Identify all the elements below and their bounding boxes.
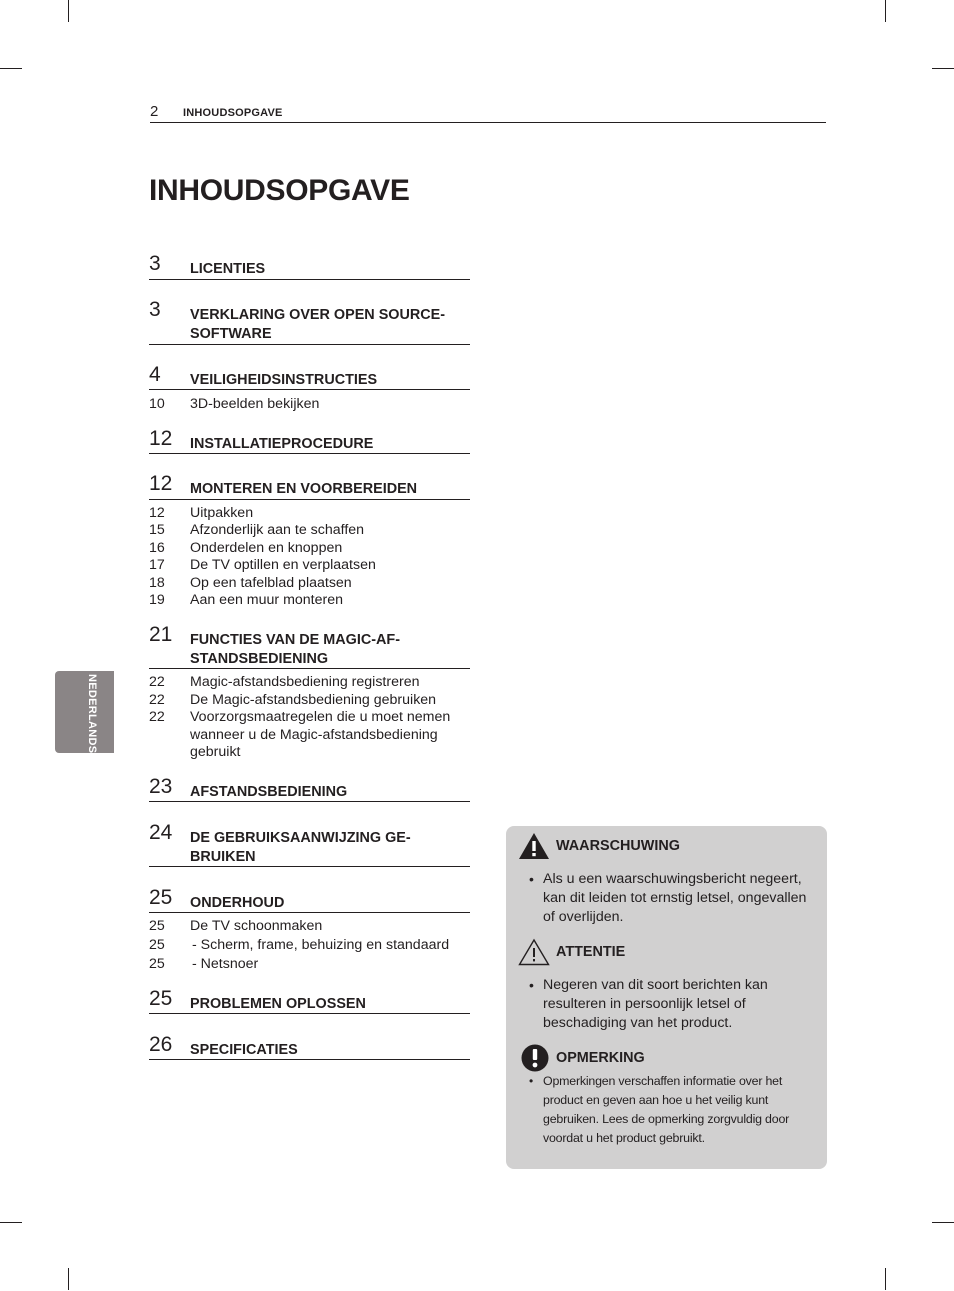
toc-section-monteren[interactable] — [149, 473, 470, 500]
caution-bullet: • — [529, 977, 534, 993]
crop-mark — [885, 1268, 886, 1290]
warning-heading: WAARSCHUWING — [556, 838, 680, 854]
toc-section-title: PROBLEMEN OPLOSSEN — [190, 996, 366, 1012]
toc-subitem-page: 22 — [149, 709, 165, 725]
toc-subitem-page: 25 — [149, 918, 165, 934]
crop-mark — [68, 1268, 69, 1290]
language-tab-label: NEDERLANDS — [86, 674, 98, 754]
toc-section-specificaties[interactable] — [149, 1034, 470, 1060]
warning-triangle-filled-icon — [518, 832, 550, 860]
crop-mark — [0, 68, 22, 69]
crop-mark — [885, 0, 886, 22]
toc-subitem-page: 25 — [149, 937, 165, 953]
toc-section-title: VERKLARING OVER OPEN SOURCE-SOFTWARE — [190, 307, 446, 342]
toc-section-title: LICENTIES — [190, 261, 266, 277]
toc-subitem-title: Aan een muur monteren — [190, 592, 344, 608]
toc-subitem-title: 3D-beelden bekijken — [190, 396, 320, 412]
toc-section-onderhoud[interactable] — [149, 887, 470, 913]
toc-subitem-page: 15 — [149, 522, 165, 538]
toc-section-open-source[interactable] — [149, 299, 470, 345]
exclamation-circle-icon — [521, 1044, 549, 1072]
toc-subitem-page: 10 — [149, 396, 165, 412]
toc-section-page: 21 — [149, 623, 173, 646]
toc-section-page: 3 — [149, 298, 161, 321]
toc-subitem-page: 22 — [149, 692, 165, 708]
notice-box — [506, 826, 827, 1169]
toc-subitem-title: De TV schoonmaken — [190, 918, 323, 934]
toc-subitem-title: De Magic-afstandsbediening gebruiken — [190, 692, 437, 708]
toc-section-veiligheid[interactable] — [149, 364, 470, 390]
toc-section-title: FUNCTIES VAN DE MAGIC-AF-STANDSBEDIENING — [190, 632, 400, 667]
toc-section-title: MONTEREN EN VOORBEREIDEN — [190, 481, 418, 497]
toc-subitem-page: 25 — [149, 956, 165, 972]
toc-subitem-title: Uitpakken — [190, 505, 254, 521]
toc-section-page: 23 — [149, 775, 173, 798]
toc-section-afstandsbediening[interactable] — [149, 776, 470, 802]
toc-subitem-title: Onderdelen en knoppen — [190, 540, 343, 556]
caution-heading: ATTENTIE — [556, 944, 626, 960]
toc-section-title: VEILIGHEIDSINSTRUCTIES — [190, 372, 378, 388]
toc-section-page: 25 — [149, 886, 173, 909]
toc-subitem-title: - Netsnoer — [192, 956, 259, 972]
page-title: INHOUDSOPGAVE — [149, 174, 410, 207]
toc-section-title: SPECIFICATIES — [190, 1042, 298, 1058]
running-header — [150, 104, 826, 123]
toc-section-page: 4 — [149, 363, 161, 386]
crop-mark — [932, 68, 954, 69]
toc-subitem-title: Op een tafelblad plaatsen — [190, 575, 352, 591]
caution-text: Negeren van dit soort berichten kan resulteren in persoonlijk letsel of beschadiging van het product. — [543, 977, 768, 1031]
toc-subitem-page: 22 — [149, 674, 165, 690]
toc-subitem-page: 18 — [149, 575, 165, 591]
toc-section-page: 12 — [149, 427, 173, 450]
toc-section-page: 25 — [149, 987, 173, 1010]
warning-bullet: • — [529, 871, 534, 887]
toc-subitem-title: Afzonderlijk aan te schaffen — [190, 522, 365, 538]
toc-section-licenties[interactable] — [149, 253, 470, 280]
toc-section-installatie[interactable] — [149, 428, 470, 454]
toc-section-page: 3 — [149, 252, 161, 275]
toc-subitem-page: 12 — [149, 505, 165, 521]
toc-subitem-title: Voorzorgsmaatregelen die u moet nemen wanneer u de Magic-afstandsbediening gebruikt — [190, 709, 451, 760]
running-title: INHOUDSOPGAVE — [183, 107, 283, 119]
caution-triangle-outline-icon — [518, 938, 550, 966]
toc-subitem-title: - Scherm, frame, behuizing en standaard — [192, 937, 450, 953]
toc-subitem-title: Magic-afstandsbediening registreren — [190, 674, 420, 690]
toc-section-title: INSTALLATIEPROCEDURE — [190, 436, 374, 452]
toc-section-gebruiksaanwijzing[interactable] — [149, 822, 470, 867]
toc-subitem-page: 16 — [149, 540, 165, 556]
toc-section-magic-remote[interactable] — [149, 624, 470, 669]
toc-section-title: DE GEBRUIKSAANWIJZING GE-BRUIKEN — [190, 830, 411, 865]
toc-section-title: ONDERHOUD — [190, 895, 285, 911]
toc-section-page: 26 — [149, 1033, 173, 1056]
toc-section-page: 24 — [149, 821, 173, 844]
crop-mark — [932, 1222, 954, 1223]
toc-subitem-title: De TV optillen en verplaatsen — [190, 557, 376, 573]
note-heading: OPMERKING — [556, 1050, 645, 1066]
toc-subitem-page: 17 — [149, 557, 165, 573]
crop-mark — [68, 0, 69, 22]
note-text: Opmerkingen verschaffen informatie over het product en geven aan hoe u het veilig kunt gebruiken. Lees de opmerking zorgvuldig door voordat u het product gebruikt. — [543, 1074, 790, 1145]
warning-text: Als u een waarschuwingsbericht negeert, kan dit leiden tot ernstig letsel, ongevallen of overlijden. — [543, 871, 807, 925]
crop-mark — [0, 1222, 22, 1223]
toc-subitem-page: 19 — [149, 592, 165, 608]
toc-section-page: 12 — [149, 472, 173, 495]
page-number: 2 — [150, 103, 159, 120]
language-tab — [55, 671, 114, 753]
note-bullet: • — [529, 1074, 534, 1088]
toc-section-title: AFSTANDSBEDIENING — [190, 784, 348, 800]
toc-section-problemen[interactable] — [149, 988, 470, 1014]
